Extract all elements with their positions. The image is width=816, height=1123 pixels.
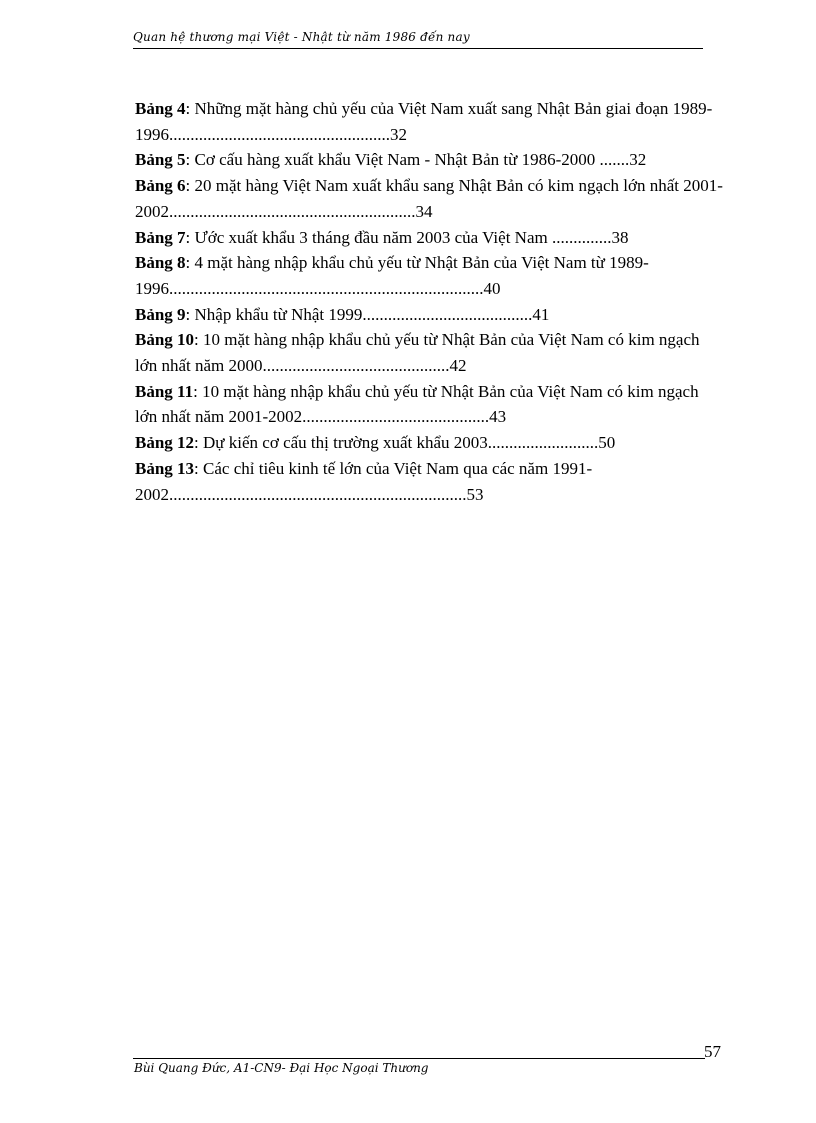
toc-entry-page: 41: [532, 304, 550, 324]
toc-entry-text: : Những mặt hàng chủ yếu của Việt Nam xuất sang Nhật Bản giai đoạn 1989-1996: [135, 99, 713, 144]
toc-entry-text: : Các chỉ tiêu kinh tế lớn của Việt Nam qua các năm 1991-2002: [135, 458, 593, 504]
toc-entry-text: : Cơ cấu hàng xuất khẩu Việt Nam - Nhật Bản từ 1986-2000: [185, 150, 596, 170]
toc-entry: [135, 302, 725, 328]
toc-entry: [135, 456, 725, 507]
toc-entry-leader: ............................................: [302, 407, 490, 427]
running-title: Quan hệ thương mại Việt - Nhật từ năm 1986 đến nay: [133, 30, 470, 44]
toc-entry-leader: .......: [595, 150, 630, 170]
toc-entry-page: 32: [390, 124, 407, 144]
toc-entry-label: Bảng 6: [135, 176, 186, 196]
toc-entry-label: Bảng 12: [135, 433, 195, 453]
toc-entry-text: : Nhập khẩu từ Nhật 1999: [185, 304, 363, 324]
toc-entry-text: : Ước xuất khẩu 3 tháng đầu năm 2003 của Việt Nam: [185, 227, 548, 247]
toc-entry-leader: ..........................................................: [169, 201, 416, 221]
toc-entry: [135, 250, 725, 301]
footer-author: Bùi Quang Đức, A1-CN9- Đại Học Ngoại Thương: [134, 1061, 429, 1075]
toc-entry-label: Bảng 13: [135, 458, 195, 478]
toc-entry-label: Bảng 7: [135, 227, 186, 247]
toc-entry-page: 50: [598, 433, 616, 453]
toc-entry-label: Bảng 8: [135, 253, 186, 273]
toc-entry: [135, 225, 725, 251]
toc-entry-label: Bảng 5: [135, 150, 186, 170]
toc-entry-leader: ..........................: [487, 433, 599, 453]
toc-entry-page: 32: [629, 150, 647, 170]
toc-entry-text: : 10 mặt hàng nhập khẩu chủ yếu từ Nhật Bản của Việt Nam có kim ngạch lớn nhất năm 2000: [135, 330, 700, 376]
toc-entry: [135, 379, 725, 430]
toc-entry-label: Bảng 9: [135, 304, 186, 324]
toc-entry-leader: ............................................: [262, 356, 450, 376]
toc-entry-leader: ....................................................: [169, 124, 390, 144]
toc-entry-page: 42: [449, 356, 467, 376]
toc-entry: [135, 147, 725, 173]
toc-entry-text: : 10 mặt hàng nhập khẩu chủ yếu từ Nhật Bản của Việt Nam có kim ngạch lớn nhất năm 2001-2002: [135, 381, 699, 427]
toc-entry-text: : 20 mặt hàng Việt Nam xuất khẩu sang Nhật Bản có kim ngạch lớn nhất 2001-2002: [135, 176, 723, 221]
page-number: 57: [704, 1042, 721, 1061]
footer-rule: [133, 1058, 705, 1059]
toc-entry-label: Bảng 11: [135, 381, 194, 401]
toc-entry-label: Bảng 10: [135, 330, 195, 350]
toc-entry-page: 34: [415, 201, 433, 221]
toc-entry-label: Bảng 4: [135, 99, 186, 118]
toc-entry: [135, 173, 725, 224]
toc-entry-page: 53: [466, 484, 484, 504]
toc-entry: [135, 430, 725, 456]
toc-entry: [135, 96, 725, 147]
toc-entry-page: 43: [489, 407, 507, 427]
toc-entry-leader: ........................................: [362, 304, 533, 324]
running-header: [133, 30, 703, 49]
table-of-contents: [135, 96, 725, 507]
toc-entry-text: : Dự kiến cơ cấu thị trường xuất khẩu 2003: [194, 433, 488, 453]
toc-entry: [135, 327, 725, 378]
toc-entry-text: : 4 mặt hàng nhập khẩu chủ yếu từ Nhật Bản của Việt Nam từ 1989-1996: [135, 253, 649, 298]
toc-entry-leader: ..........................................................................: [169, 278, 484, 298]
toc-entry-leader: ..............: [547, 227, 612, 247]
toc-entry-page: 40: [483, 278, 501, 298]
toc-entry-leader: ......................................................................: [169, 484, 467, 504]
toc-entry-page: 38: [611, 227, 629, 247]
